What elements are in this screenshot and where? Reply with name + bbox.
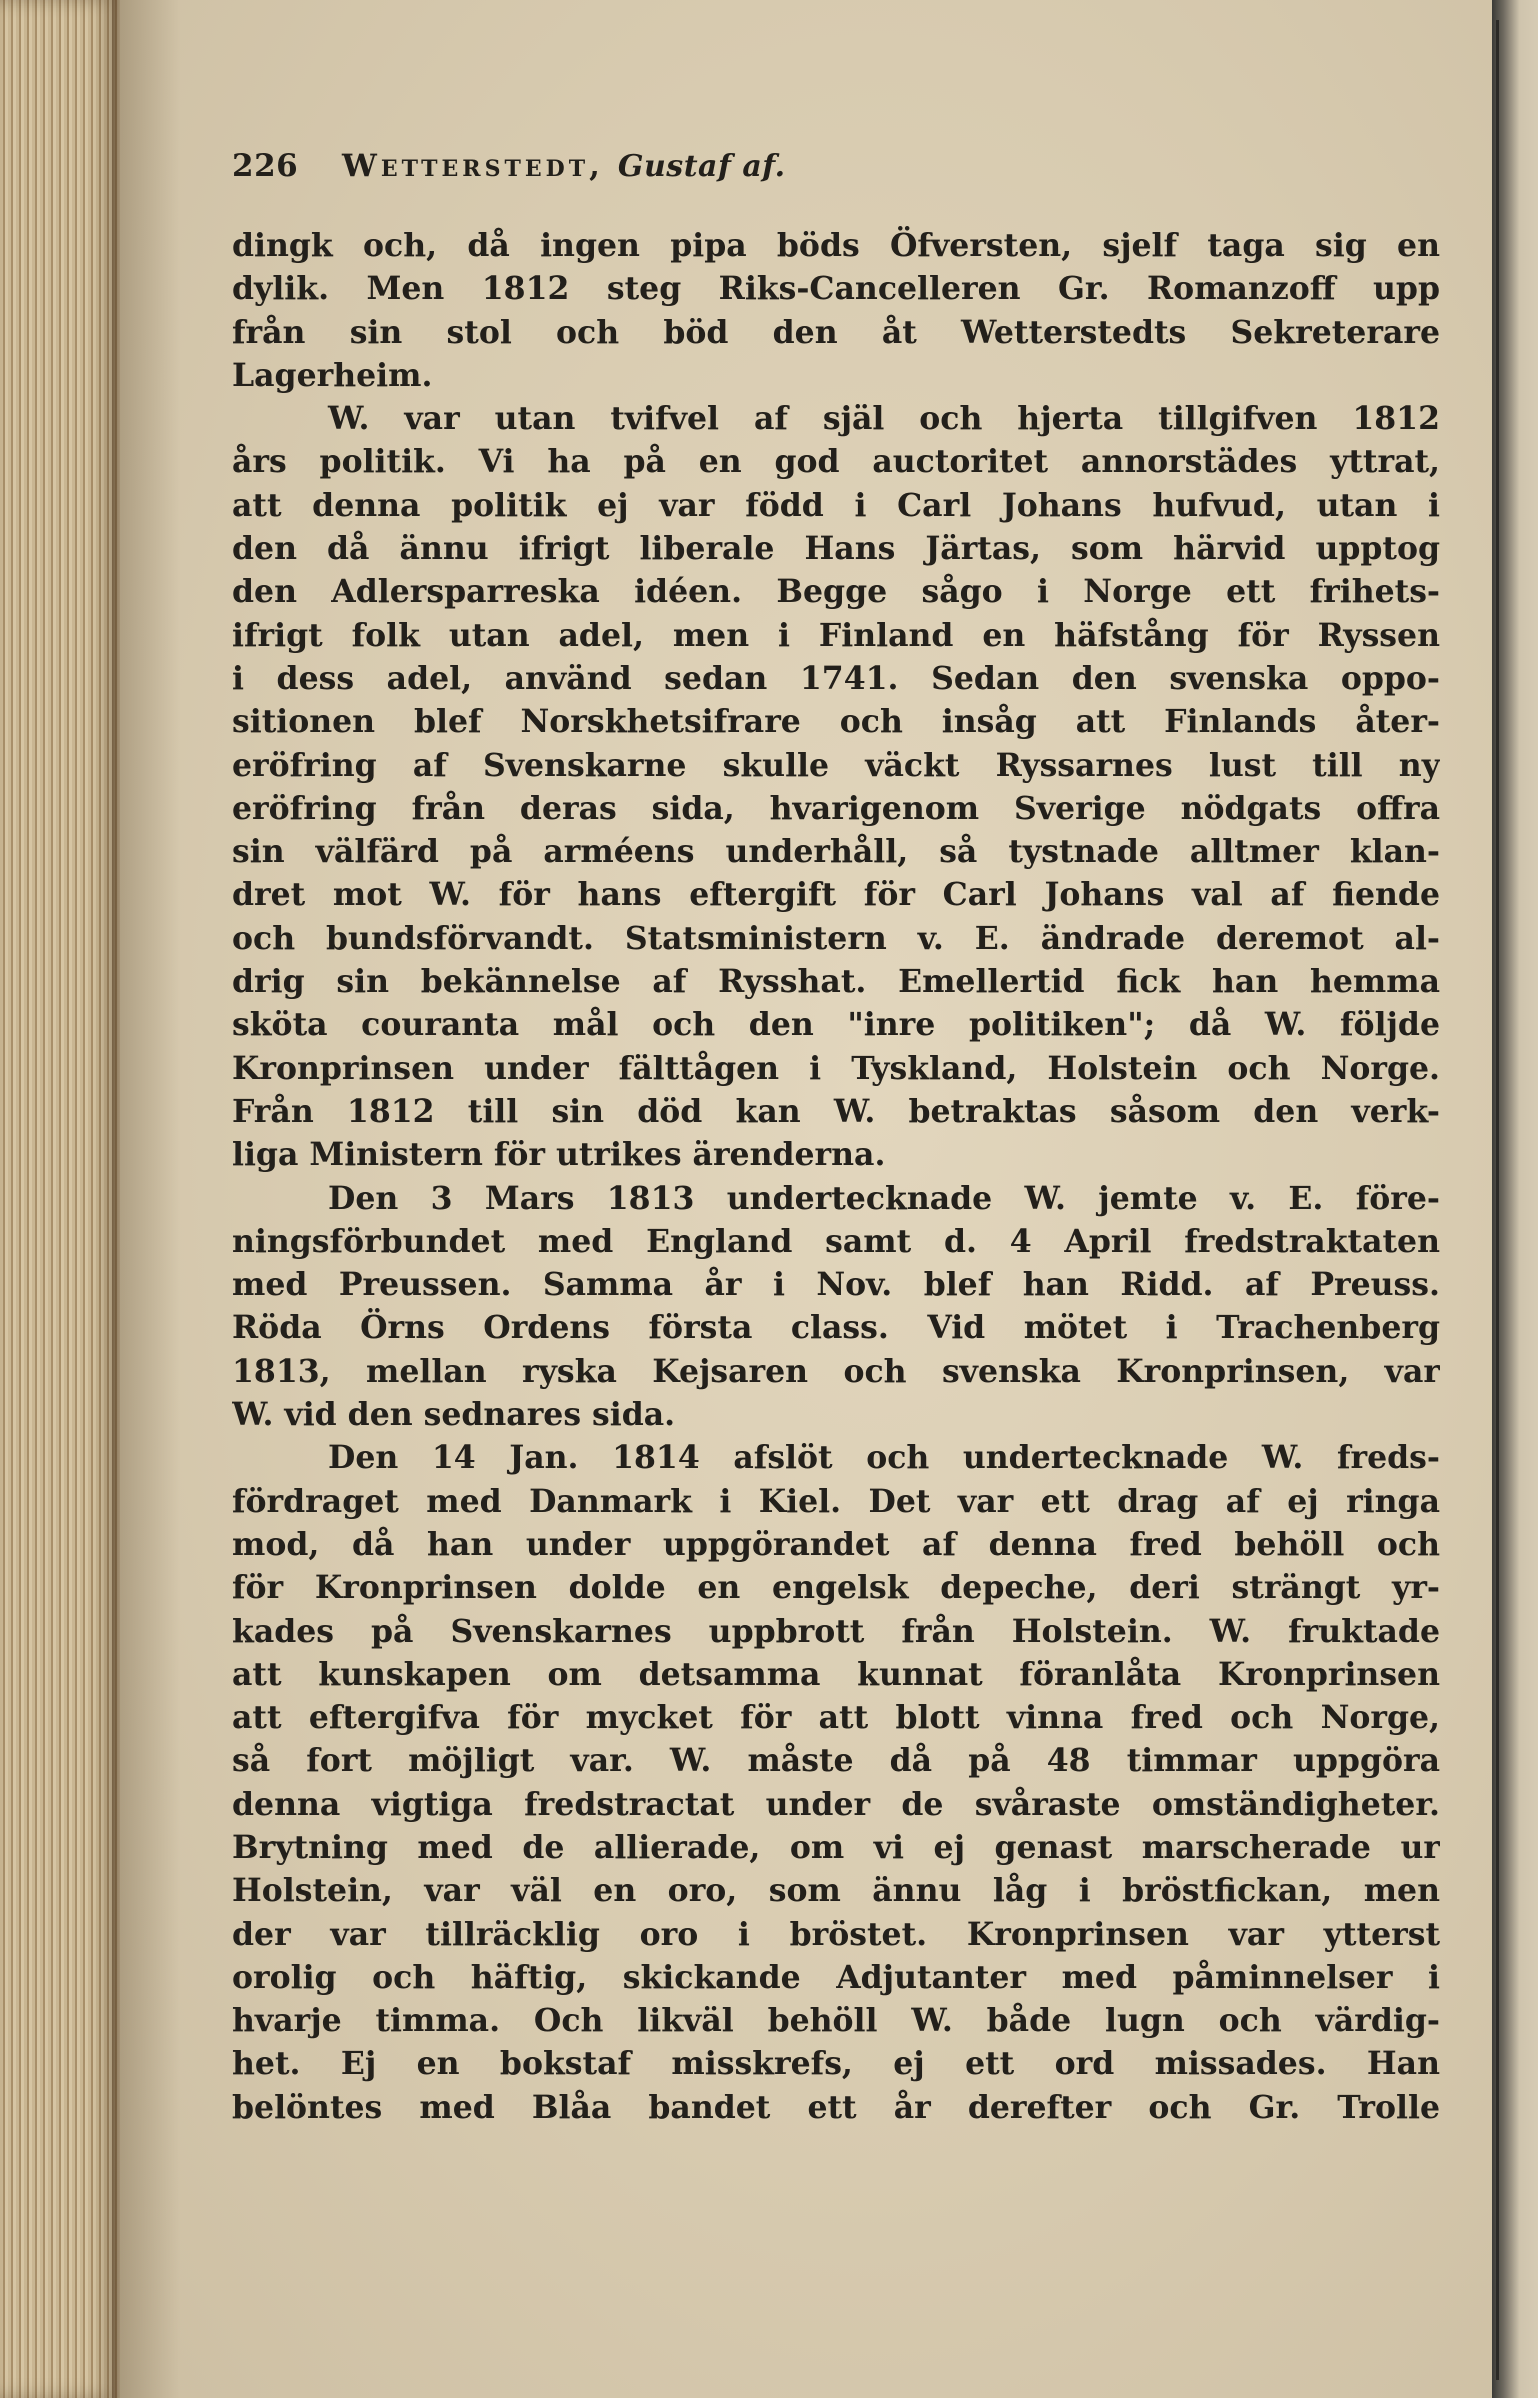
text-line: kades på Svenskarnes uppbrott från Holstein. W. fruktade [232, 1612, 1440, 1650]
page-edges [0, 0, 120, 2398]
running-head-title: Wetterstedt, [342, 148, 604, 184]
text-line: och bundsförvandt. Statsministern v. E. ändrade deremot al- [232, 919, 1440, 957]
text-line: der var tillräcklig oro i bröstet. Kronprinsen var ytterst [232, 1915, 1440, 1953]
text-line: mod, då han under uppgörandet af denna fred behöll och [232, 1525, 1440, 1563]
text-line: med Preussen. Samma år i Nov. blef han Ridd. af Preuss. [232, 1266, 1440, 1304]
running-head [232, 148, 1440, 208]
text-line: dylik. Men 1812 steg Riks-Cancelleren Gr. Romanzoff upp [232, 270, 1440, 308]
text-line: Kronprinsen under fälttågen i Tyskland, Holstein och Norge. [232, 1049, 1440, 1087]
page-right-border [1492, 0, 1538, 2398]
text-line: denna vigtiga fredstractat under de svåraste omständigheter. [232, 1785, 1440, 1823]
text-line: Brytning med de allierade, om vi ej genast marscherade ur [232, 1828, 1440, 1866]
text-block [232, 148, 1440, 2129]
text-line: för Kronprinsen dolde en engelsk depeche, deri strängt yr- [232, 1569, 1440, 1607]
text-line: Från 1812 till sin död kan W. betraktas såsom den verk- [232, 1092, 1440, 1130]
text-line: den Adlersparreska idéen. Begge sågo i Norge ett frihets- [232, 573, 1440, 611]
page-number: 226 [232, 148, 299, 184]
text-line: Den 3 Mars 1813 undertecknade W. jemte v. E. före- [328, 1179, 1440, 1217]
text-line: 1813, mellan ryska Kejsaren och svenska Kronprinsen, var [232, 1352, 1440, 1390]
text-line: års politik. Vi ha på en god auctoritet annorstädes yttrat, [232, 443, 1440, 481]
text-line: Holstein, var väl en oro, som ännu låg i bröstfickan, men [232, 1872, 1440, 1910]
running-head-subtitle: Gustaf af. [617, 149, 786, 184]
text-line: Lagerheim. [232, 356, 433, 394]
text-line: från sin stol och böd den åt Wetterstedts Sekreterare [232, 313, 1440, 351]
text-line: ningsförbundet med England samt d. 4 April fredstraktaten [232, 1222, 1440, 1260]
text-line: att eftergifva för mycket för att blott vinna fred och Norge, [232, 1699, 1440, 1737]
text-line: dret mot W. för hans eftergift för Carl Johans val af fiende [232, 876, 1440, 914]
text-line: Den 14 Jan. 1814 afslöt och undertecknade W. freds- [328, 1439, 1440, 1477]
text-line: eröfring af Svenskarne skulle väckt Ryssarnes lust till ny [232, 746, 1440, 784]
text-line: Röda Örns Ordens första class. Vid mötet i Trachenberg [232, 1309, 1440, 1347]
text-line: så fort möjligt var. W. måste då på 48 timmar uppgöra [232, 1742, 1440, 1780]
text-line: fördraget med Danmark i Kiel. Det var ett drag af ej ringa [232, 1482, 1440, 1520]
text-line: W. var utan tvifvel af själ och hjerta tillgifven 1812 [328, 400, 1440, 438]
text-line: i dess adel, använd sedan 1741. Sedan den svenska oppo- [232, 659, 1440, 697]
text-line: eröfring från deras sida, hvarigenom Sverige nödgats offra [232, 789, 1440, 827]
text-line: het. Ej en bokstaf misskrefs, ej ett ord missades. Han [232, 2045, 1440, 2083]
text-line: drig sin bekännelse af Rysshat. Emellertid fick han hemma [232, 963, 1440, 1001]
text-line: sitionen blef Norskhetsifrare och insåg att Finlands åter- [232, 703, 1440, 741]
text-line: sin välfärd på arméens underhåll, så tystnade alltmer klan- [232, 833, 1440, 871]
text-line: den då ännu ifrigt liberale Hans Järtas, som härvid upptog [232, 530, 1440, 568]
text-line: belöntes med Blåa bandet ett år derefter och Gr. Trolle [232, 2088, 1440, 2126]
text-line: att kunskapen om detsamma kunnat föranlåta Kronprinsen [232, 1655, 1440, 1693]
text-line: sköta couranta mål och den "inre politiken"; då W. följde [232, 1006, 1440, 1044]
text-line: hvarje timma. Och likväl behöll W. både lugn och värdig- [232, 2002, 1440, 2040]
text-line: att denna politik ej var född i Carl Johans hufvud, utan i [232, 486, 1440, 524]
text-line: W. vid den sednares sida. [232, 1396, 676, 1434]
text-line: dingk och, då ingen pipa böds Öfversten, sjelf taga sig en [232, 227, 1440, 264]
text-line: orolig och häftig, skickande Adjutanter med påminnelser i [232, 1958, 1440, 1996]
text-line: ifrigt folk utan adel, men i Finland en häfstång för Ryssen [232, 616, 1440, 654]
text-line: liga Ministern för utrikes ärenderna. [232, 1136, 886, 1174]
